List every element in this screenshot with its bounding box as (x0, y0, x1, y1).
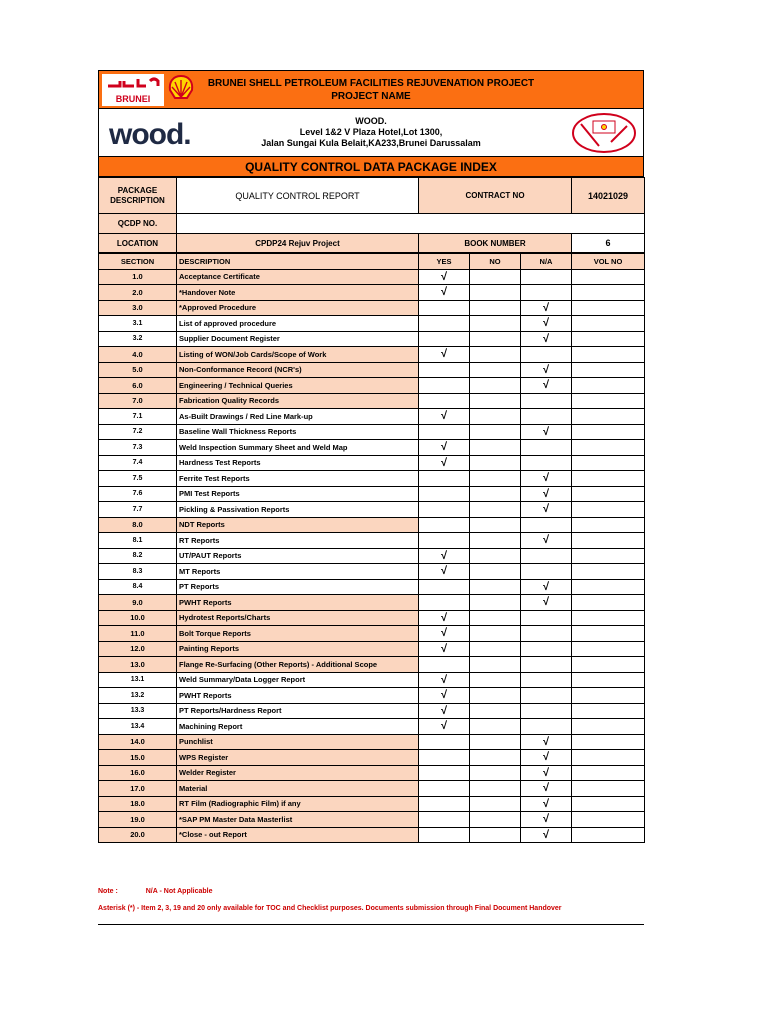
note-text: N/A - Not Applicable (145, 888, 213, 895)
vol-no-cell (572, 750, 645, 766)
yes-cell (419, 331, 470, 347)
section-cell: 19.0 (99, 812, 177, 828)
yes-cell: √ (419, 409, 470, 425)
description-cell: MT Reports (177, 564, 419, 580)
note-label: Note : (98, 888, 118, 895)
section-cell: 7.1 (99, 409, 177, 425)
contract-label: CONTRACT NO (419, 178, 572, 214)
na-cell: √ (521, 486, 572, 502)
na-cell: √ (521, 471, 572, 487)
na-cell: √ (521, 734, 572, 750)
yes-cell: √ (419, 440, 470, 456)
table-row (99, 595, 645, 611)
description-cell: Punchlist (177, 734, 419, 750)
yes-cell (419, 579, 470, 595)
no-cell (470, 750, 521, 766)
na-cell: √ (521, 765, 572, 781)
description-cell: RT Film (Radiographic Film) if any (177, 796, 419, 812)
na-cell (521, 269, 572, 285)
na-cell: √ (521, 300, 572, 316)
description-cell: PMI Test Reports (177, 486, 419, 502)
yes-cell (419, 657, 470, 673)
na-cell (521, 564, 572, 580)
vol-no-cell (572, 331, 645, 347)
section-cell: 7.4 (99, 455, 177, 471)
yes-cell (419, 734, 470, 750)
description-cell: *Close - out Report (177, 827, 419, 843)
description-cell: WPS Register (177, 750, 419, 766)
no-cell (470, 316, 521, 332)
table-row (99, 719, 645, 735)
no-cell (470, 331, 521, 347)
yes-cell: √ (419, 610, 470, 626)
table-row (99, 672, 645, 688)
description-cell: Listing of WON/Job Cards/Scope of Work (177, 347, 419, 363)
qcdp-value (177, 214, 645, 234)
no-cell (470, 595, 521, 611)
yes-cell: √ (419, 269, 470, 285)
yes-cell: √ (419, 688, 470, 704)
vol-no-cell (572, 486, 645, 502)
no-cell (470, 641, 521, 657)
package-value: QUALITY CONTROL REPORT (177, 178, 419, 214)
table-row (99, 703, 645, 719)
table-row (99, 285, 645, 301)
vol-no-cell (572, 579, 645, 595)
table-row (99, 331, 645, 347)
no-cell (470, 812, 521, 828)
project-name: PROJECT NAME (331, 91, 411, 102)
vol-no-cell (572, 455, 645, 471)
yes-cell (419, 796, 470, 812)
description-cell: Pickling & Passivation Reports (177, 502, 419, 518)
description-cell: RT Reports (177, 533, 419, 549)
svg-text:BRUNEI: BRUNEI (115, 94, 151, 104)
table-row (99, 657, 645, 673)
yes-cell: √ (419, 703, 470, 719)
section-cell: 4.0 (99, 347, 177, 363)
yes-cell (419, 424, 470, 440)
book-number-label: BOOK NUMBER (419, 234, 572, 253)
section-cell: 7.5 (99, 471, 177, 487)
na-cell: √ (521, 316, 572, 332)
index-title-bar (98, 157, 644, 177)
section-cell: 8.0 (99, 517, 177, 533)
description-cell: Engineering / Technical Queries (177, 378, 419, 394)
section-cell: 5.0 (99, 362, 177, 378)
no-cell (470, 688, 521, 704)
vol-no-cell (572, 688, 645, 704)
yes-cell (419, 595, 470, 611)
yes-cell (419, 502, 470, 518)
vol-no-cell (572, 471, 645, 487)
section-cell: 14.0 (99, 734, 177, 750)
section-cell: 1.0 (99, 269, 177, 285)
table-row (99, 300, 645, 316)
no-cell (470, 424, 521, 440)
location-value: CPDP24 Rejuv Project (177, 234, 419, 253)
section-cell: 7.2 (99, 424, 177, 440)
na-cell: √ (521, 595, 572, 611)
description-cell: Non-Conformance Record (NCR's) (177, 362, 419, 378)
no-cell (470, 269, 521, 285)
yes-cell (419, 378, 470, 394)
description-cell: Flange Re-Surfacing (Other Reports) - Additional Scope (177, 657, 419, 673)
na-cell (521, 440, 572, 456)
description-cell: Weld Summary/Data Logger Report (177, 672, 419, 688)
table-row (99, 424, 645, 440)
vol-no-cell (572, 703, 645, 719)
na-cell: √ (521, 781, 572, 797)
na-cell (521, 285, 572, 301)
description-cell: Baseline Wall Thickness Reports (177, 424, 419, 440)
description-cell: Bolt Torque Reports (177, 626, 419, 642)
vol-no-cell (572, 548, 645, 564)
table-row (99, 316, 645, 332)
description-cell: *SAP PM Master Data Masterlist (177, 812, 419, 828)
section-cell: 8.1 (99, 533, 177, 549)
table-row (99, 440, 645, 456)
yes-cell: √ (419, 285, 470, 301)
no-cell (470, 719, 521, 735)
description-cell: PWHT Reports (177, 688, 419, 704)
yes-cell: √ (419, 641, 470, 657)
section-cell: 9.0 (99, 595, 177, 611)
yes-cell (419, 316, 470, 332)
vol-no-cell (572, 285, 645, 301)
description-cell: *Approved Procedure (177, 300, 419, 316)
no-cell (470, 533, 521, 549)
na-cell (521, 455, 572, 471)
vol-no-cell (572, 765, 645, 781)
vol-no-cell (572, 796, 645, 812)
no-cell (470, 564, 521, 580)
description-cell: Machining Report (177, 719, 419, 735)
table-row (99, 362, 645, 378)
vol-no-cell (572, 300, 645, 316)
yes-cell: √ (419, 564, 470, 580)
no-cell (470, 393, 521, 409)
na-cell (521, 719, 572, 735)
company-block (98, 109, 644, 157)
no-cell (470, 657, 521, 673)
index-table (98, 253, 645, 843)
description-cell: Supplier Document Register (177, 331, 419, 347)
table-row (99, 409, 645, 425)
description-cell: PT Reports/Hardness Report (177, 703, 419, 719)
na-cell (521, 626, 572, 642)
no-cell (470, 579, 521, 595)
na-cell: √ (521, 827, 572, 843)
description-cell: UT/PAUT Reports (177, 548, 419, 564)
yes-cell (419, 827, 470, 843)
no-cell (470, 455, 521, 471)
qc-index-sheet (98, 70, 644, 843)
yes-cell (419, 533, 470, 549)
table-row (99, 827, 645, 843)
description-cell: Material (177, 781, 419, 797)
table-row (99, 688, 645, 704)
asterisk-note: Asterisk (*) - Item 2, 3, 19 and 20 only available for TOC and Checklist purposes. Documents submission through Final Document Handover (98, 905, 562, 912)
col-header-na: N/A (521, 254, 572, 270)
vol-no-cell (572, 347, 645, 363)
section-cell: 10.0 (99, 610, 177, 626)
table-row (99, 378, 645, 394)
package-label: PACKAGE DESCRIPTION (99, 178, 177, 214)
vol-no-cell (572, 316, 645, 332)
col-header-section: SECTION (99, 254, 177, 270)
col-header-yes: YES (419, 254, 470, 270)
vol-no-cell (572, 517, 645, 533)
col-header-no: NO (470, 254, 521, 270)
vol-no-cell (572, 672, 645, 688)
description-cell: *Handover Note (177, 285, 419, 301)
yes-cell (419, 750, 470, 766)
description-cell: Fabrication Quality Records (177, 393, 419, 409)
na-cell: √ (521, 331, 572, 347)
yes-cell (419, 486, 470, 502)
yes-cell (419, 812, 470, 828)
yes-cell: √ (419, 455, 470, 471)
na-cell (521, 688, 572, 704)
table-row (99, 781, 645, 797)
vol-no-cell (572, 269, 645, 285)
description-cell: NDT Reports (177, 517, 419, 533)
table-row (99, 641, 645, 657)
description-cell: Hydrotest Reports/Charts (177, 610, 419, 626)
vol-no-cell (572, 719, 645, 735)
table-row (99, 812, 645, 828)
vol-no-cell (572, 393, 645, 409)
section-cell: 17.0 (99, 781, 177, 797)
vol-no-cell (572, 626, 645, 642)
vol-no-cell (572, 409, 645, 425)
vol-no-cell (572, 734, 645, 750)
yes-cell: √ (419, 548, 470, 564)
section-cell: 8.2 (99, 548, 177, 564)
table-row (99, 533, 645, 549)
table-row (99, 548, 645, 564)
no-cell (470, 703, 521, 719)
description-cell: As-Built Drawings / Red Line Mark-up (177, 409, 419, 425)
no-cell (470, 796, 521, 812)
yes-cell (419, 362, 470, 378)
no-cell (470, 517, 521, 533)
na-cell: √ (521, 579, 572, 595)
location-label: LOCATION (99, 234, 177, 253)
na-cell (521, 409, 572, 425)
title-bar (98, 70, 644, 109)
table-row (99, 471, 645, 487)
vol-no-cell (572, 533, 645, 549)
bottom-divider (98, 924, 644, 925)
table-row (99, 626, 645, 642)
section-cell: 7.7 (99, 502, 177, 518)
no-cell (470, 378, 521, 394)
vol-no-cell (572, 781, 645, 797)
yes-cell: √ (419, 347, 470, 363)
na-cell (521, 610, 572, 626)
table-row (99, 796, 645, 812)
table-row (99, 393, 645, 409)
table-row (99, 269, 645, 285)
description-cell: Acceptance Certificate (177, 269, 419, 285)
section-cell: 3.1 (99, 316, 177, 332)
table-header-row (99, 254, 645, 270)
no-cell (470, 347, 521, 363)
table-row (99, 564, 645, 580)
na-cell (521, 393, 572, 409)
table-row (99, 517, 645, 533)
qcdp-label: QCDP NO. (99, 214, 177, 234)
description-cell: Hardness Test Reports (177, 455, 419, 471)
na-cell (521, 517, 572, 533)
vol-no-cell (572, 657, 645, 673)
table-row (99, 750, 645, 766)
na-cell: √ (521, 750, 572, 766)
yes-cell (419, 781, 470, 797)
section-cell: 7.6 (99, 486, 177, 502)
yes-cell (419, 300, 470, 316)
na-cell (521, 548, 572, 564)
section-cell: 20.0 (99, 827, 177, 843)
section-cell: 13.3 (99, 703, 177, 719)
no-cell (470, 548, 521, 564)
vol-no-cell (572, 378, 645, 394)
no-cell (470, 827, 521, 843)
section-cell: 13.1 (99, 672, 177, 688)
vol-no-cell (572, 424, 645, 440)
company-name: WOOD. (355, 116, 387, 126)
description-cell: Ferrite Test Reports (177, 471, 419, 487)
yes-cell: √ (419, 719, 470, 735)
notes (98, 888, 644, 912)
description-cell: PWHT Reports (177, 595, 419, 611)
section-cell: 2.0 (99, 285, 177, 301)
description-cell: Painting Reports (177, 641, 419, 657)
table-row (99, 734, 645, 750)
vol-no-cell (572, 595, 645, 611)
na-cell: √ (521, 502, 572, 518)
no-cell (470, 409, 521, 425)
col-header-vol-no: VOL NO (572, 254, 645, 270)
section-cell: 3.2 (99, 331, 177, 347)
no-cell (470, 765, 521, 781)
no-cell (470, 300, 521, 316)
project-title: BRUNEI SHELL PETROLEUM FACILITIES REJUVENATION PROJECT (207, 78, 535, 89)
yes-cell (419, 471, 470, 487)
book-number-value: 6 (572, 234, 645, 253)
col-header-description: DESCRIPTION (177, 254, 419, 270)
na-cell: √ (521, 812, 572, 828)
no-cell (470, 734, 521, 750)
section-cell: 13.4 (99, 719, 177, 735)
section-cell: 13.0 (99, 657, 177, 673)
na-cell: √ (521, 424, 572, 440)
no-cell (470, 486, 521, 502)
no-cell (470, 626, 521, 642)
na-cell (521, 641, 572, 657)
yes-cell (419, 393, 470, 409)
na-cell (521, 347, 572, 363)
table-row (99, 610, 645, 626)
vol-no-cell (572, 440, 645, 456)
no-cell (470, 440, 521, 456)
table-row (99, 502, 645, 518)
no-cell (470, 285, 521, 301)
section-cell: 16.0 (99, 765, 177, 781)
vol-no-cell (572, 564, 645, 580)
description-cell: Weld Inspection Summary Sheet and Weld Map (177, 440, 419, 456)
description-cell: PT Reports (177, 579, 419, 595)
vol-no-cell (572, 610, 645, 626)
no-cell (470, 471, 521, 487)
vol-no-cell (572, 641, 645, 657)
section-cell: 7.0 (99, 393, 177, 409)
section-cell: 7.3 (99, 440, 177, 456)
na-cell (521, 672, 572, 688)
section-cell: 13.2 (99, 688, 177, 704)
no-cell (470, 672, 521, 688)
index-title: QUALITY CONTROL DATA PACKAGE INDEX (245, 160, 497, 174)
table-row (99, 455, 645, 471)
no-cell (470, 781, 521, 797)
na-cell: √ (521, 378, 572, 394)
description-cell: List of approved procedure (177, 316, 419, 332)
section-cell: 18.0 (99, 796, 177, 812)
description-cell: Welder Register (177, 765, 419, 781)
contract-value: 14021029 (572, 178, 645, 214)
section-cell: 8.4 (99, 579, 177, 595)
no-cell (470, 362, 521, 378)
section-cell: 3.0 (99, 300, 177, 316)
table-row (99, 486, 645, 502)
na-cell: √ (521, 533, 572, 549)
yes-cell: √ (419, 672, 470, 688)
wood-logo: wood. (109, 118, 191, 151)
table-row (99, 765, 645, 781)
yes-cell: √ (419, 626, 470, 642)
address-line-2: Jalan Sungai Kula Belait,KA233,Brunei Darussalam (261, 138, 481, 148)
na-cell (521, 657, 572, 673)
no-cell (470, 502, 521, 518)
address-line-1: Level 1&2 V Plaza Hotel,Lot 1300, (299, 127, 443, 137)
section-cell: 11.0 (99, 626, 177, 642)
no-cell (470, 610, 521, 626)
section-cell: 8.3 (99, 564, 177, 580)
section-cell: 6.0 (99, 378, 177, 394)
na-cell: √ (521, 362, 572, 378)
na-cell (521, 703, 572, 719)
vol-no-cell (572, 502, 645, 518)
vol-no-cell (572, 812, 645, 828)
na-cell: √ (521, 796, 572, 812)
yes-cell (419, 517, 470, 533)
vol-no-cell (572, 827, 645, 843)
table-row (99, 579, 645, 595)
section-cell: 12.0 (99, 641, 177, 657)
project-emblem-icon (571, 112, 637, 154)
section-cell: 15.0 (99, 750, 177, 766)
yes-cell (419, 765, 470, 781)
vol-no-cell (572, 362, 645, 378)
info-table (98, 177, 645, 253)
table-row (99, 347, 645, 363)
